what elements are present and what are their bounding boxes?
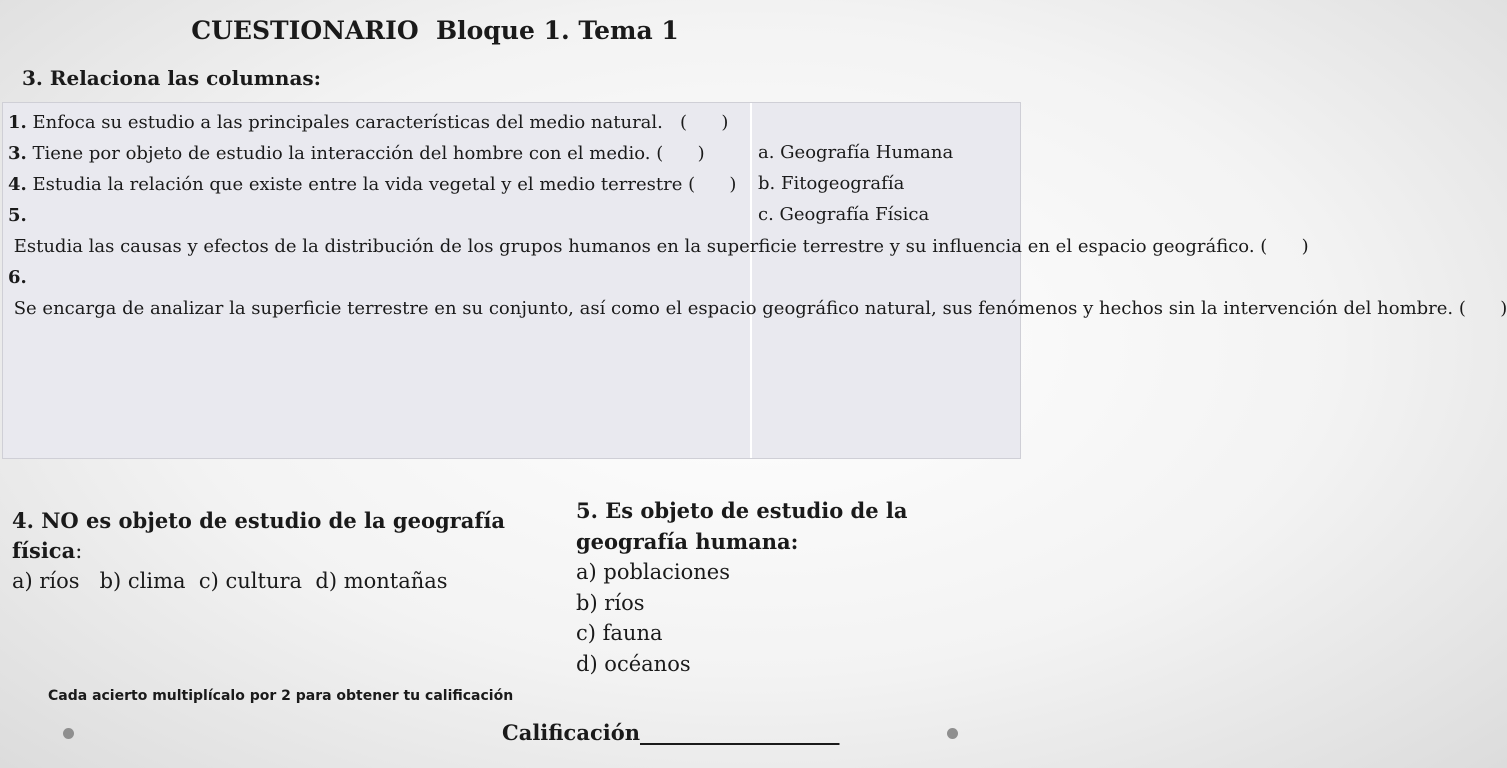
question-5-heading: 5. Es objeto de estudio de la geografía humana: — [576, 498, 908, 554]
statement-item — [8, 107, 744, 138]
grading-note: Cada acierto multiplícalo por 2 para obtener tu calificación — [48, 688, 514, 704]
grade-line: Calificación___________________ — [502, 720, 840, 745]
question-4-colon: : — [75, 539, 83, 563]
statement-number: 3. — [8, 143, 27, 164]
left-bullet-icon — [63, 728, 74, 739]
statement-text: Estudia las causas y efectos de la distribución de los grupos humanos en la superficie terrestre y su influencia en el espacio geográfico. ( ) — [8, 236, 1309, 257]
statement-number: 4. — [8, 174, 27, 195]
question-5 — [576, 496, 936, 679]
statement-number: 1. — [8, 112, 27, 133]
question-5-option: c) fauna — [576, 621, 663, 645]
statement-text: Tiene por objeto de estudio la interacción del hombre con el medio. ( ) — [26, 143, 705, 164]
statement-text: Estudia la relación que existe entre la vida vegetal y el medio terrestre ( ) — [26, 174, 737, 195]
statement-item — [8, 262, 1507, 324]
option-item: c. Geografía Física — [758, 204, 930, 225]
question-5-option: a) poblaciones — [576, 560, 731, 584]
statement-number: 6. — [8, 267, 27, 288]
options-column — [752, 103, 1020, 458]
question-5-option: d) océanos — [576, 651, 691, 676]
statement-number: 5. — [8, 205, 27, 226]
option-item: a. Geografía Humana — [758, 142, 954, 163]
statement-text: Se encarga de analizar la superficie terrestre en su conjunto, así como el espacio geográfico natural, sus fenómenos y hechos sin la intervención del hombre. ( ) — [8, 298, 1507, 319]
section-3-heading: 3. Relaciona las columnas: — [22, 66, 322, 90]
question-4-heading-text: 4. NO es objeto de estudio de la geografía física — [12, 508, 505, 563]
matching-table — [2, 102, 1507, 459]
statement-item — [8, 169, 744, 200]
question-4-heading — [12, 506, 532, 566]
statement-item — [8, 138, 744, 169]
statement-text: Enfoca su estudio a las principales características del medio natural. ( ) — [26, 112, 729, 133]
question-4-options: a) ríos b) clima c) cultura d) montañas — [12, 569, 448, 593]
question-5-option: b) ríos — [576, 590, 645, 615]
option-item: b. Fitogeografía — [758, 173, 905, 194]
page-title: CUESTIONARIO Bloque 1. Tema 1 — [191, 16, 679, 45]
question-4 — [12, 506, 532, 596]
right-bullet-icon — [947, 728, 958, 739]
